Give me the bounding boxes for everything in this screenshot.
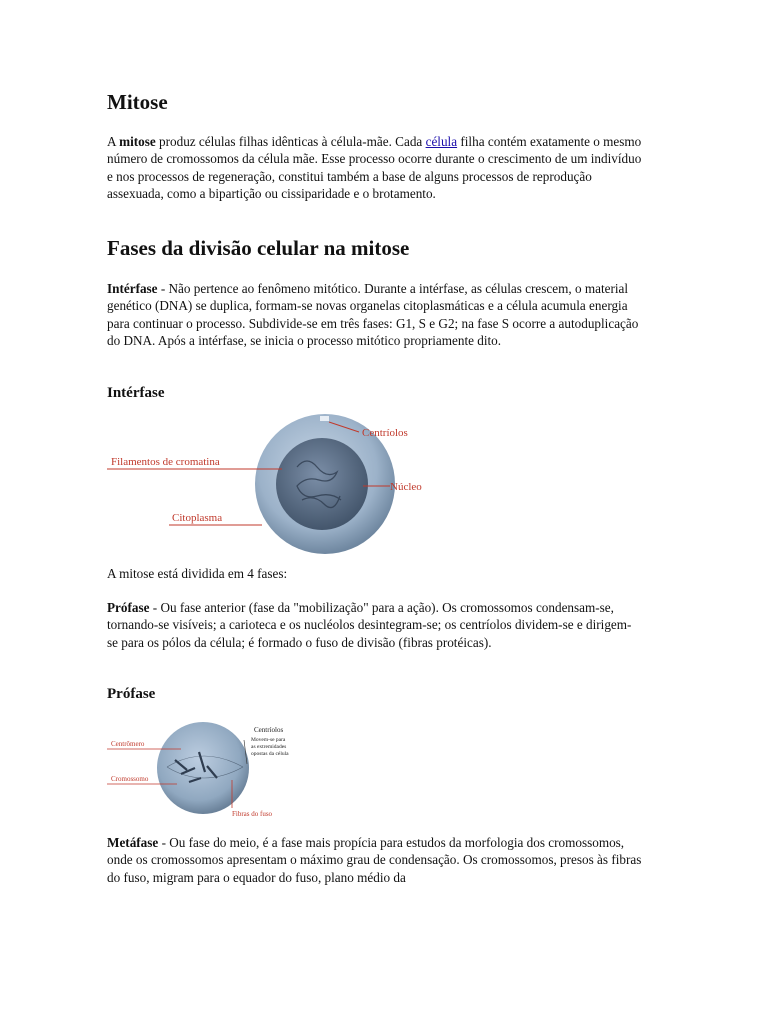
metafase-term: Metáfase (107, 835, 159, 850)
intro-text-2: produz células filhas idênticas à célula-mãe. Cada (155, 134, 426, 149)
profase-term: Prófase (107, 600, 150, 615)
label-citoplasma: Citoplasma (172, 512, 223, 524)
label-fibras: Fibras do fuso (232, 810, 273, 818)
metafase-text: - Ou fase do meio, é a fase mais propícia para estudos da morfologia dos cromossomos, onde os cromossomos apresentam o máximo grau de condensação. Os cromossomos, presos às fibras do fuso, migram para o equador do fuso, plano médio da (107, 835, 642, 885)
interfase-heading: Intérfase (107, 385, 165, 401)
label-centriolos-profase: Centríolos (254, 726, 284, 734)
metafase-paragraph (107, 834, 642, 886)
divided-text: A mitose está dividida em 4 fases: (107, 566, 288, 581)
note-line-2: as extremidades (251, 744, 287, 750)
note-line-3: opostas da célula (251, 751, 289, 757)
interfase-term: Intérfase (107, 281, 158, 296)
interfase-paragraph (107, 280, 642, 349)
interfase-text: - Não pertence ao fenômeno mitótico. Durante a intérfase, as células crescem, o material genético (DNA) se duplica, formam-se novas organelas citoplasmáticas e a célula acumula energia para continuar o processo. Subdivide-se em três fases: G1, S e G2; na fase S ocorre a autoduplicação do DNA. Após a intérfase, se inicia o processo mitótico propriamente dito. (107, 281, 639, 348)
label-nucleo: Núcleo (390, 481, 422, 493)
centriole-shape (320, 416, 329, 421)
label-centriolos: Centríolos (362, 427, 408, 439)
intro-text-1: A (107, 134, 120, 149)
note-line-1: Movem-se para (251, 737, 286, 743)
intro-text-3: filha contém exatamente o mesmo número de cromossomos da célula mãe. Esse processo ocorre durante o crescimento de um indivíduo e nos processos de regeneração, constitui também a base de alguns processos de reprodução assexuada, como a bipartição ou cissiparidade e o brotamento. (107, 134, 642, 201)
label-cromossomo: Cromossomo (111, 775, 149, 783)
celula-link[interactable]: célula (425, 134, 458, 149)
page-title: Mitose (107, 90, 168, 114)
profase-text: - Ou fase anterior (fase da "mobilização" para a ação). Os cromossomos condensam-se, tornando-se visíveis; a carioteca e os nucléolos desintegram-se; os centríolos dividem-se e dirigem-se para os pólos da célula; é formado o fuso de divisão (fibras protéicas). (107, 600, 632, 650)
profase-cell-figure (107, 722, 307, 822)
profase-heading: Prófase (107, 686, 156, 702)
label-centromero: Centrômero (111, 740, 145, 748)
cell-nucleus (276, 438, 368, 530)
interfase-cell-figure (107, 412, 427, 557)
label-filamentos: Filamentos de cromatina (111, 456, 220, 468)
intro-paragraph (107, 133, 642, 202)
intro-bold-term: mitose (119, 134, 156, 149)
section-heading: Fases da divisão celular na mitose (107, 236, 410, 260)
profase-paragraph (107, 599, 642, 651)
